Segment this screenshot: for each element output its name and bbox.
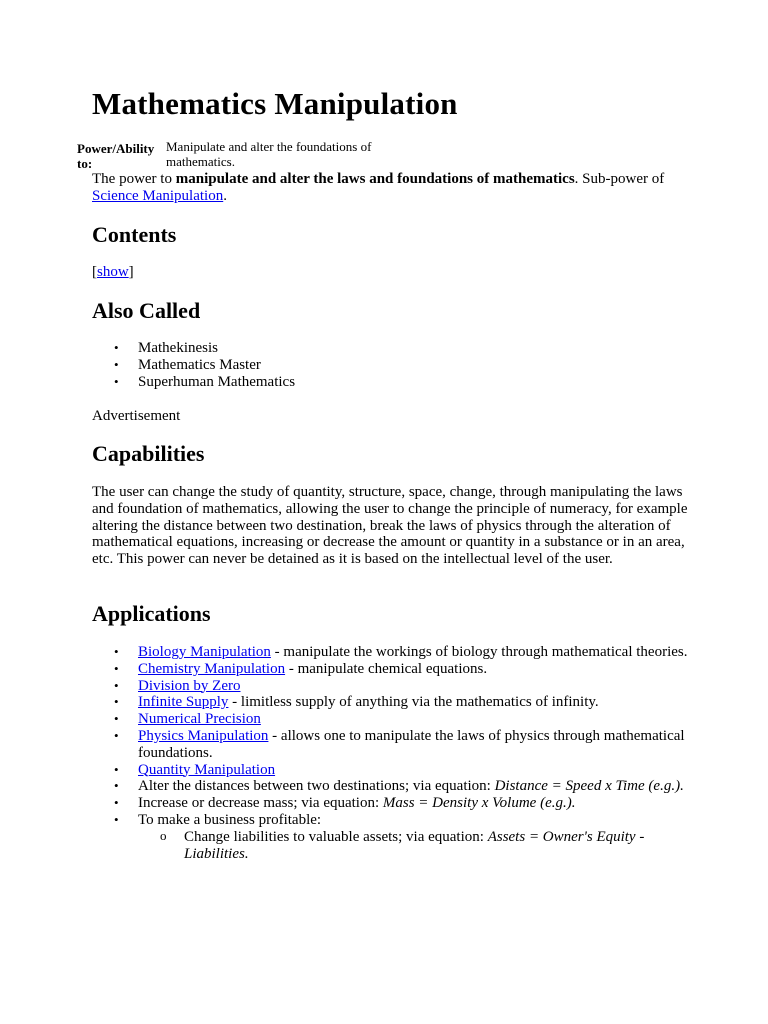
infobox-label: Power/Ability to: xyxy=(77,141,155,171)
physics-manipulation-link[interactable]: Physics Manipulation xyxy=(138,727,269,744)
chemistry-manipulation-link[interactable]: Chemistry Manipulation xyxy=(138,660,286,677)
page-title: Mathematics Manipulation xyxy=(92,86,458,121)
item-text: To make a business profitable: xyxy=(138,811,322,828)
intro-paragraph xyxy=(92,171,692,205)
item-text: Change liabilities to valuable assets; via equation: xyxy=(184,828,488,845)
division-by-zero-link[interactable]: Division by Zero xyxy=(138,677,241,694)
business-sub-list xyxy=(138,829,692,863)
quantity-manipulation-link[interactable]: Quantity Manipulation xyxy=(138,761,276,778)
applications-heading: Applications xyxy=(92,601,211,626)
mass-equation: Mass = Density x Volume (e.g.). xyxy=(382,795,576,812)
sub-list-item xyxy=(138,829,692,863)
also-called-list xyxy=(92,340,692,390)
intro-bold-text: manipulate and alter the laws and foundations of mathematics xyxy=(175,171,575,187)
list-item xyxy=(92,728,692,762)
list-item xyxy=(92,778,692,795)
bracket-open: [ xyxy=(92,264,97,280)
bracket-close: ] xyxy=(128,264,134,280)
infobox-value: Manipulate and alter the foundations of mathematics. xyxy=(166,139,372,169)
advertisement-label: Advertisement xyxy=(92,408,181,424)
item-text: Alter the distances between two destinations; via equation: xyxy=(138,778,495,795)
list-item: • Mathekinesis xyxy=(92,340,692,357)
distance-equation: Distance = Speed x Time (e.g.). xyxy=(494,778,684,795)
list-item xyxy=(92,678,692,695)
numerical-precision-link[interactable]: Numerical Precision xyxy=(138,711,261,728)
list-item xyxy=(92,762,692,779)
item-text: - manipulate chemical equations. xyxy=(285,660,488,677)
list-item xyxy=(92,795,692,812)
item-text: Increase or decrease mass; via equation: xyxy=(138,795,383,812)
list-item xyxy=(92,694,692,711)
list-item: • Mathematics Master xyxy=(92,357,692,374)
intro-text-2: . Sub-power of xyxy=(574,171,665,187)
capabilities-paragraph: The user can change the study of quantity, structure, space, change, through manipulating the laws and foundation of mathematics, allowing the user to change the principle of numeracy, for example altering the distance between two destination, break the laws of physics through the alteration of mathematical equations, increasing or decrease the amount or quantity in a substance or in an area, etc. This power can never be detained as it is based on the intellectual level of the user. xyxy=(92,484,688,568)
item-text: - manipulate the workings of biology through mathematical theories. xyxy=(270,644,688,660)
capabilities-heading: Capabilities xyxy=(92,441,205,466)
list-item xyxy=(92,661,692,678)
list-item xyxy=(92,644,692,661)
intro-text-3: . xyxy=(223,187,227,204)
list-item xyxy=(92,812,692,862)
contents-toggle-line xyxy=(92,264,692,281)
item-text: - allows one to manipulate the laws of physics through mathematical foundations. xyxy=(138,727,685,761)
list-item xyxy=(92,711,692,728)
science-manipulation-link[interactable]: Science Manipulation xyxy=(92,187,224,204)
assets-equation: Assets = Owner's Equity - Liabilities. xyxy=(184,828,645,862)
show-contents-link[interactable]: show xyxy=(97,264,129,280)
intro-text: The power to xyxy=(92,171,176,187)
list-item: • Superhuman Mathematics xyxy=(92,374,692,391)
applications-list xyxy=(92,644,692,862)
also-called-heading: Also Called xyxy=(92,298,201,323)
infinite-supply-link[interactable]: Infinite Supply xyxy=(138,694,229,711)
biology-manipulation-link[interactable]: Biology Manipulation xyxy=(138,644,271,660)
contents-heading: Contents xyxy=(92,222,177,247)
item-text: - limitless supply of anything via the mathematics of infinity. xyxy=(228,694,599,711)
